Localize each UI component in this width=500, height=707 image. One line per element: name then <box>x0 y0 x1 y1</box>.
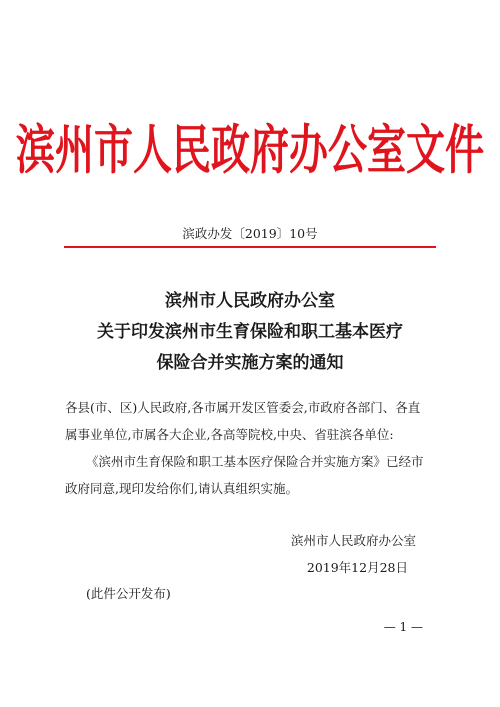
publication-note: (此件公开发布) <box>86 586 171 601</box>
issuer-signature: 滨州市人民政府办公室 <box>290 533 416 548</box>
document-number: 滨政办发〔2019〕10号 <box>182 226 318 241</box>
body-paragraph-line-2: 政府同意,现印发给你们,请认真组织实施。 <box>65 481 298 496</box>
document-title-line-3: 保险合并实施方案的通知 <box>156 353 344 373</box>
document-title-line-2: 关于印发滨州市生育保险和职工基本医疗 <box>97 322 403 342</box>
addressee-line-1: 各县(市、区)人民政府,各市属开发区管委会,市政府各部门、各直 <box>65 400 421 415</box>
page-number: — 1 — <box>383 620 423 634</box>
issue-date: 2019年12月28日 <box>306 560 408 575</box>
addressee-line-2: 属事业单位,市属各大企业,各高等院校,中央、省驻滨各单位: <box>65 427 394 442</box>
document-title-line-1: 滨州市人民政府办公室 <box>165 291 335 311</box>
document-masthead: 滨州市人民政府办公室文件 <box>15 119 484 182</box>
body-paragraph-line-1: 《滨州市生育保险和职工基本医疗保险合并实施方案》已经市 <box>86 454 424 469</box>
red-divider-line <box>64 246 436 248</box>
